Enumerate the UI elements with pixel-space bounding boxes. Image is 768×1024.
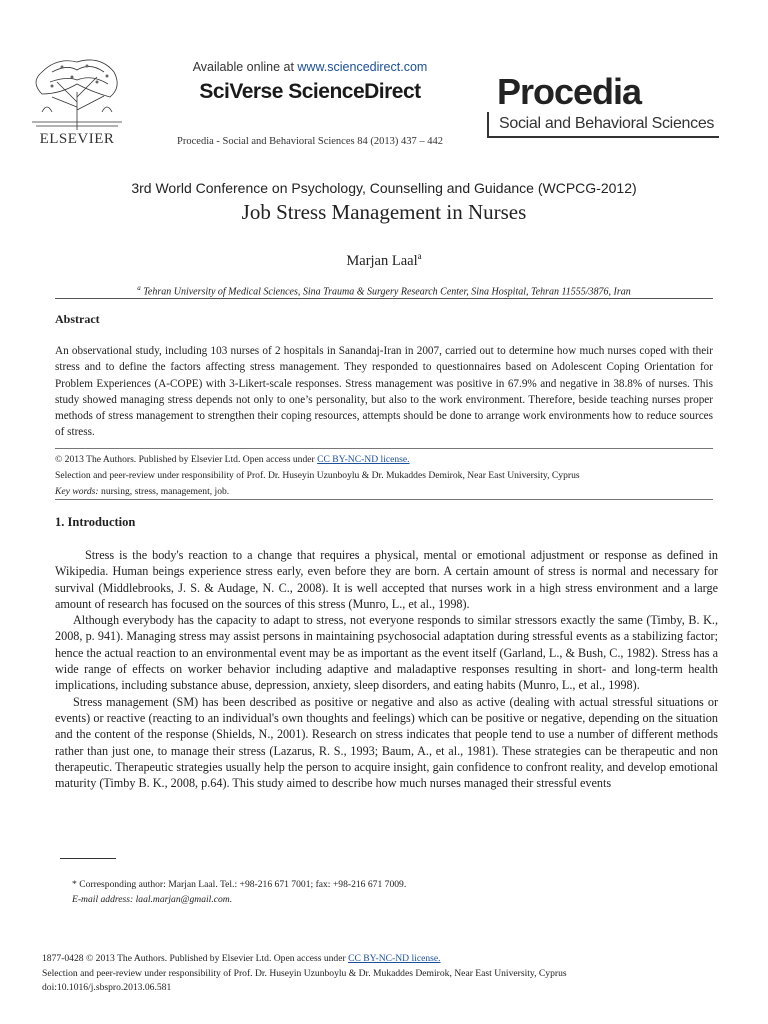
copyright-line [55,452,715,468]
keywords-line [55,484,715,500]
email-line [72,894,232,905]
article-title: Job Stress Management in Nurses [241,200,527,224]
platform-logo: SciVerse ScienceDirect [199,80,421,103]
divider-top [55,298,713,299]
introduction-heading: 1. Introduction [55,515,136,529]
author-line [0,251,768,270]
journal-brand-subtitle: Social and Behavioral Sciences [499,115,715,132]
license-link[interactable]: CC BY-NC-ND license. [317,454,410,465]
author-affil-marker: a [417,251,422,261]
conference-name: 3rd World Conference on Psychology, Counselling and Guidance (WCPCG-2012) [131,180,637,196]
footer-license-link[interactable]: CC BY-NC-ND license. [348,953,441,964]
corresponding-author: * Corresponding author: Marjan Laal. Tel.: +98-216 671 7001; fax: +98-216 671 7009. [72,879,407,890]
journal-citation: Procedia - Social and Behavioral Sciences 84 (2013) 437 – 442 [177,136,443,147]
affiliation [0,284,768,297]
footer-doi[interactable]: doi:10.1016/j.sbspro.2013.06.581 [42,982,172,993]
email-label: E-mail address: [72,894,134,905]
sciencedirect-link[interactable]: www.sciencedirect.com [297,60,428,74]
footer-peer-review: Selection and peer-review under responsibility of Prof. Dr. Huseyin Uzunboylu & Dr. Mukaddes Demirok, Near East University, Cyprus [42,967,567,979]
abstract-heading: Abstract [55,312,100,326]
author-name: Marjan Laal [346,252,418,269]
elsevier-tree-logo-icon [22,52,132,130]
peer-review-line: Selection and peer-review under responsibility of Prof. Dr. Huseyin Uzunboylu & Dr. Mukaddes Demirok, Near East University, Cyprus [55,470,580,481]
brand-divider-vertical [487,112,489,138]
divider-keywords [55,499,713,500]
keywords-text: nursing, stress, management, job. [98,486,230,497]
intro-paragraph-1: Stress is the body's reaction to a change that requires a physical, mental or emotional adjustment or response as defined in Wikipedia. Human beings experience stress early, even before they are born. A certain amount of stress is normal and necessary for survival (Middlebrooks, J. S. & Audage, N. C., 2008). It is well accepted that nurses work in a high stress environment and a large amount of research has focused on the sources of this stress (Munro, L., et al., 1998). [55,548,718,611]
intro-paragraph-3: Stress management (SM) has been described as positive or negative and also as active (dealing with actual stressful situations or events) or reactive (reacting to an individual's own thoughts and feelings) which can be positive or negative, depending on the situation and the content of the response (Shields, N., 2001). Research on stress indicates that people tend to use a number of different methods rather than just one, to manage their stress (Lazarus, R. S., 1993; Baum, A., et al., 1981). These strategies can be therapeutic and non therapeutic. Therapeutic strategies usually help the person to acquire insight, gain confidence to confront reality, and develop emotional maturity (Timby B. K., 2008, p.64). This study aimed to describe how much nurses managed their stressful events [55,694,718,791]
keywords-label: Key words: [55,486,99,497]
brand-divider-horizontal [487,136,719,138]
page-footer [42,952,742,996]
publisher-name: ELSEVIER [39,131,115,147]
divider-abstract [55,448,713,449]
email-address[interactable]: laal.marjan@gmail.com. [133,894,233,905]
footer-copyright: 1877-0428 © 2013 The Authors. Published by Elsevier Ltd. Open access under [42,953,349,964]
footnote-rule [60,858,116,859]
available-online [145,60,475,74]
footer-copyright-line [42,952,742,967]
intro-paragraph-2: Although everybody has the capacity to adapt to stress, not everyone responds to similar stressors exactly the same (Timby, B. K., 2008, p. 941). Managing stress may assist persons in maintaining psychosocial adaptation during stressful events as a stabilizing factor; hence the actual reaction to an environmental event may be as important as the event itself (Garland, L., & Bush, C., 1982). Stress has a wide range of effects on worker behavior including adaptive and maladaptive responses resulting in short- and long-term health implications, including substance abuse, depression, anxiety, sleep disorders, and eating habits (Munro, L., et al., 1998). [55,613,718,693]
introduction-body [55,547,718,791]
affiliation-text: Tehran University of Medical Sciences, Sina Trauma & Surgery Research Center, Sina Hospital, Tehran 11555/3876, Iran [143,286,631,298]
available-prefix: Available online at [192,60,298,74]
copyright-text: © 2013 The Authors. Published by Elsevier Ltd. Open access under [55,454,318,465]
abstract-body: An observational study, including 103 nurses of 2 hospitals in Sanandaj-Iran in 2007, carried out to determine how much nurses coped with their stress and to define the factors affecting stress management. They responded to questionnaires based on Adolescent Coping Orientation for Problem Experiences (A-COPE) with 3-Likert-scale responses. Stress management was positive in 67.9% and negative in 38.8% of nurses. This study showed managing stress depends not only to one’s personality, but also to the work environment. Therefore, beside teaching nurses proper methods of stress management to strengthen their coping resources, attempts should be done to arrange work environments how to reduce sources of stress. [55,345,713,439]
journal-brand: Procedia [497,71,642,112]
affil-marker: a [137,284,141,292]
